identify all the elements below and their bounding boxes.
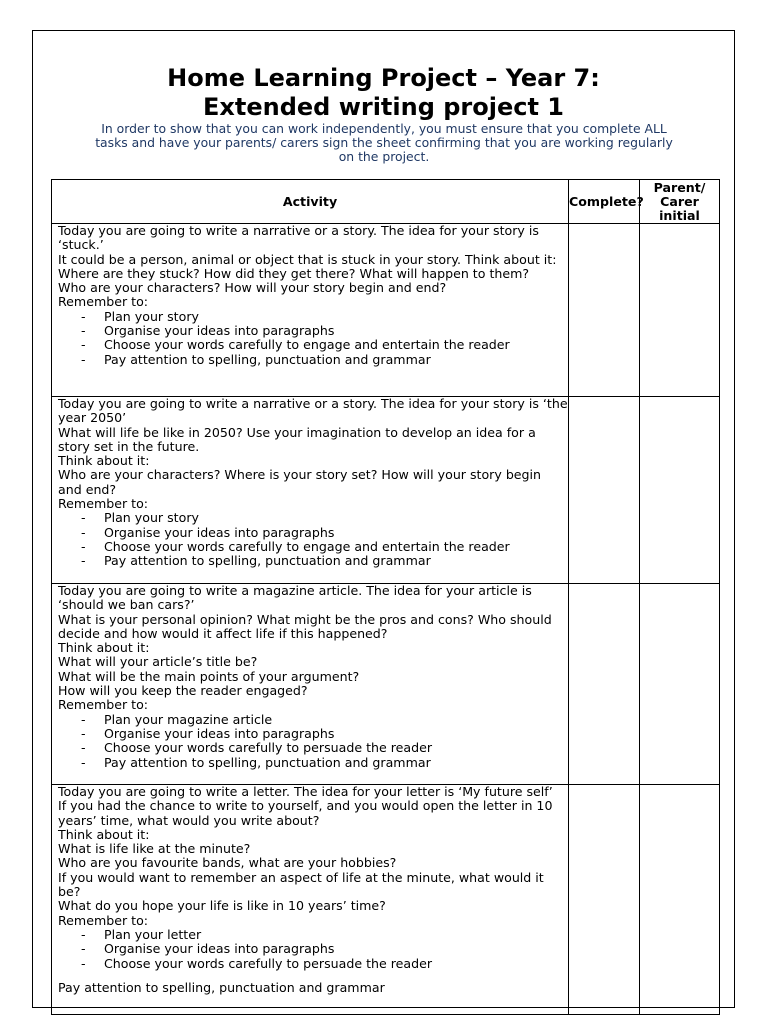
reminder-item: - Plan your letter: [58, 928, 568, 942]
reminder-item: - Pay attention to spelling, punctuation and grammar: [58, 756, 568, 770]
task-line: Who are your characters? Where is your story set? How will your story begin and end?: [58, 467, 542, 497]
reminder-item: - Choose your words carefully to persuade the reader: [58, 957, 568, 971]
task-line: Who are your characters? How will your story begin and end?: [58, 280, 447, 296]
parent-initial-cell[interactable]: [640, 584, 720, 785]
reminder-item: - Plan your magazine article: [58, 713, 568, 727]
reminder-item: - Organise your ideas into paragraphs: [58, 942, 568, 956]
parent-initial-cell[interactable]: [640, 224, 720, 397]
task-line: Remember to:: [58, 496, 149, 512]
task-line: What do you hope your life is like in 10 years’ time?: [58, 898, 386, 914]
reminder-list: [58, 310, 568, 367]
activity-cell: [52, 584, 569, 785]
activities-table: [51, 179, 720, 1015]
task-line: It could be a person, animal or object that is stuck in your story. Think about it:: [58, 251, 557, 267]
activity-cell: [52, 785, 569, 1015]
task-description: [58, 785, 568, 928]
complete-cell[interactable]: [569, 397, 640, 584]
header-activity: Activity: [52, 180, 569, 224]
reminder-item: - Organise your ideas into paragraphs: [58, 727, 568, 741]
reminder-item: - Organise your ideas into paragraphs: [58, 526, 568, 540]
activity-cell: [52, 397, 569, 584]
task-line: What will be the main points of your argument?: [58, 668, 360, 684]
task-line: If you would want to remember an aspect of life at the minute, what would it be?: [58, 869, 544, 900]
activity-cell: [52, 224, 569, 397]
parent-initial-cell[interactable]: [640, 397, 720, 584]
reminder-item: - Choose your words carefully to persuade the reader: [58, 741, 568, 755]
reminder-item: - Pay attention to spelling, punctuation and grammar: [58, 353, 568, 367]
task-line: What is life like at the minute?: [58, 841, 251, 857]
reminder-list: [58, 511, 568, 568]
table-row: [52, 397, 720, 584]
task-line: Think about it:: [58, 640, 150, 656]
reminder-item: - Pay attention to spelling, punctuation and grammar: [58, 554, 568, 568]
task-line: If you had the chance to write to yourself, and you would open the letter in 10 years’ time, what would you write about?: [58, 798, 553, 828]
complete-cell[interactable]: [569, 785, 640, 1015]
title-line-1: Home Learning Project – Year 7:: [167, 64, 600, 92]
reminder-item: - Organise your ideas into paragraphs: [58, 324, 568, 338]
task-description: [58, 584, 568, 713]
task-line: Today you are going to write a letter. The idea for your letter is ‘My future self’: [58, 784, 553, 799]
reminder-item: - Choose your words carefully to engage and entertain the reader: [58, 540, 568, 554]
reminder-list: [58, 713, 568, 770]
parent-initial-cell[interactable]: [640, 785, 720, 1015]
task-line: Think about it:: [58, 453, 150, 469]
reminder-list: [58, 928, 568, 971]
task-line: Where are they stuck? How did they get there? What will happen to them?: [58, 265, 530, 281]
header-complete: Complete?: [569, 180, 640, 224]
task-line: Today you are going to write a magazine article. The idea for your article is ‘should we ban cars?’: [58, 583, 532, 613]
reminder-item: - Choose your words carefully to engage and entertain the reader: [58, 338, 568, 352]
task-line: What will your article’s title be?: [58, 654, 258, 670]
task-line: Think about it:: [58, 826, 150, 842]
reminder-item: - Plan your story: [58, 511, 568, 525]
intro-text: In order to show that you can work independently, you must ensure that you complete ALL tasks and have your parents/ carers sign the sheet confirming that you are working regularly on the project.: [95, 121, 673, 164]
table-header-row: [52, 180, 720, 224]
table-row: [52, 224, 720, 397]
task-line: What is your personal opinion? What might be the pros and cons? Who should decide and how would it affect life if this happened?: [58, 611, 552, 641]
complete-cell[interactable]: [569, 584, 640, 785]
task-line: Remember to:: [58, 697, 149, 713]
task-line: Who are you favourite bands, what are your hobbies?: [58, 855, 397, 871]
complete-cell[interactable]: [569, 224, 640, 397]
final-reminder: Pay attention to spelling, punctuation and grammar: [58, 979, 385, 995]
title-line-2: Extended writing project 1: [202, 93, 565, 121]
page-title: [32, 64, 735, 122]
table-row: [52, 785, 720, 1015]
task-line: How will you keep the reader engaged?: [58, 683, 308, 699]
task-line: Today you are going to write a narrative or a story. The idea for your story is ‘stuck.’: [58, 223, 539, 253]
task-description: [58, 224, 568, 310]
task-line: Remember to:: [58, 912, 149, 928]
header-parent-carer-initial: Parent/ Carer initial: [640, 180, 720, 224]
task-description: [58, 397, 568, 511]
table-row: [52, 584, 720, 785]
task-line: Remember to:: [58, 294, 149, 310]
task-line: What will life be like in 2050? Use your imagination to develop an idea for a story set in the future.: [58, 424, 536, 454]
task-line: Today you are going to write a narrative or a story. The idea for your story is ‘the year 2050’: [58, 396, 568, 426]
reminder-item: - Plan your story: [58, 310, 568, 324]
